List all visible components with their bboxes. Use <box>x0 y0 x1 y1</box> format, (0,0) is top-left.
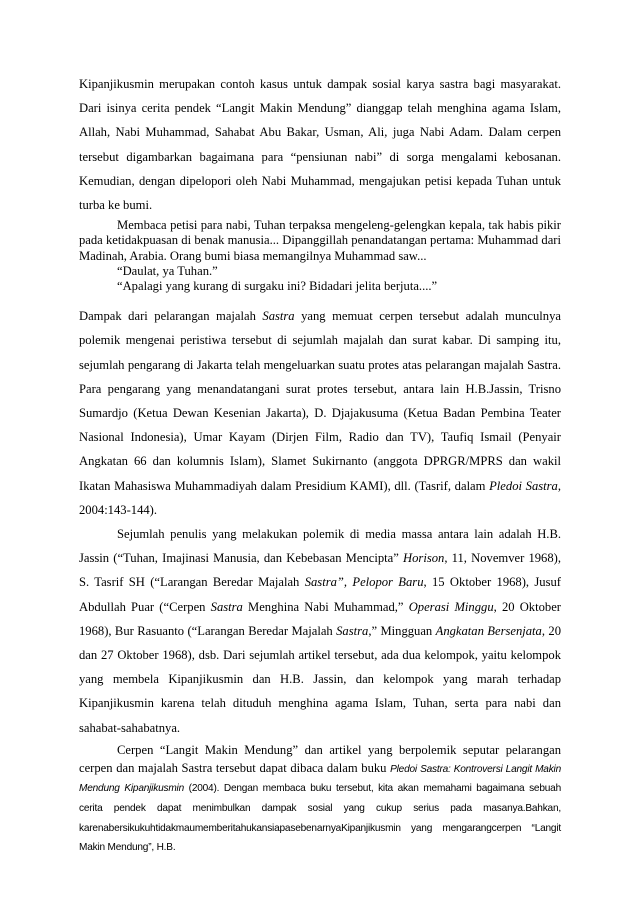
quote-line-2: “Apalagi yang kurang di surgaku ini? Bidadari jelita berjuta....” <box>117 279 438 294</box>
italic-text: Pledoi Sastra <box>489 478 558 493</box>
italic-text: Angkatan Bersenjata <box>435 623 542 638</box>
paragraph-quote-intro <box>79 218 561 264</box>
paragraph-impact: Dampak dari pelarangan majalah Sastra yang memuat cerpen tersebut adalah munculnya polemik mengenai peristiwa tersebut di sejumlah majalah dan surat kabar. Di samping itu, sejumlah pengarang di Jakarta telah mengeluarkan suatu protes atas pelarangan majalah Sastra. Para pengarang yang menandatangani surat protes tersebut, antara lain H.B.Jassin, Trisno Sumardjo (Ketua Dewan Kesenian Jakarta), D. Djajakusuma (Ketua Badan Pembina Teater Nasional Indonesia), Umar Kayam (Dirjen Film, Radio dan TV), Taufiq Ismail (Penyair Angkatan 66 dan kolumnis Islam), Slamet Sukirnanto (anggota DPRGR/MPRS dan wakil Ikatan Mahasiswa Muhammadiyah dalam Presidium KAMI), dll. (Tasrif, dalam Pledoi Sastra, 2004:143-144). <box>79 309 561 517</box>
quote-line-1: “Daulat, ya Tuhan.” <box>117 263 218 278</box>
document-body <box>79 72 561 857</box>
italic-text: Operasi Minggu <box>408 599 494 614</box>
italic-text: Sastra <box>210 599 243 614</box>
paragraph-pledoi-sastra: Cerpen “Langit Makin Mendung” dan artikel yang berpolemik seputar pelarangan cerpen dan majalah Sastra tersebut dapat dibaca dalam buku Pledoi Sastra: Kontroversi Langit Makin Mendung Kipanjikusmin (2004). Dengan membaca buku tersebut, kita akan memahami bagaimana sebuah cerita pendek dapat menimbulkan dampak sosial yang cukup serius pada masanya.Bahkan, karenabersikukuhtidakmaumemberitahukansiapasebenarnyaKipanjikusmin yang mengarangcerpen “Langit Makin Mendung”, H.B. <box>79 742 562 854</box>
paragraph-text: Kipanjikusmin merupakan contoh kasus untuk dampak sosial karya sastra bagi masyarakat. Dari isinya cerita pendek “Langit Makin Mendung” dianggap telah menghina agama Islam, Allah, Nabi Muhammad, Sahabat Abu Bakar, Usman, Ali, juga Nabi Adam. Dalam cerpen tersebut digambarkan bagaimana para “pensiunan nabi” di sorga mengalami kebosanan. Kemudian, dengan dipelopori oleh Nabi Muhammad, mengajukan petisi kepada Tuhan untuk turba ke bumi. <box>79 77 561 213</box>
paragraph-polemic-writers: Sejumlah penulis yang melakukan polemik di media massa antara lain adalah H.B. Jassin (“Tuhan, Imajinasi Manusia, dan Kebebasan Mencipta” Horison, 11, Novemver 1968), S. Tasrif SH (“Larangan Beredar Majalah Sastra”, Pelopor Baru, 15 Oktober 1968), Jusuf Abdullah Puar (“Cerpen Sastra Menghina Nabi Muhammad,” Operasi Minggu, 20 Oktober 1968), Bur Rasuanto (“Larangan Beredar Majalah Sastra,” Mingguan Angkatan Bersenjata, 20 dan 27 Oktober 1968), dsb. Dari sejumlah artikel tersebut, ada dua kelompok, yaitu kelompok yang membela Kipanjikusmin dan H.B. Jassin, dan kelompok yang marah terhadap Kipanjikusmin karena telah dituduh menghina agama Islam, Tuhan, serta para nabi dan sahabat-sahabatnya. <box>79 527 561 735</box>
paragraph-kipanjikusmin-case <box>79 72 561 217</box>
paragraph-gap <box>79 294 561 304</box>
italic-text: Pledoi Sastra: Kontroversi Langit Makin Mendung Kipanjikusmin <box>79 763 562 795</box>
italic-text: Sastra <box>262 309 295 324</box>
italic-text: Sastra”, Pelopor Baru <box>304 575 424 590</box>
paragraph-text: Membaca petisi para nabi, Tuhan terpaksa mengeleng-gelengkan kepala, tak habis pikir pada ketidakpuasan di benak manusia... Dipanggillah penandatangan pertama: Muhammad dari Madinah, Arabia. Orang bumi biasa memangilnya Muhammad saw... <box>79 218 561 263</box>
italic-text: Horison <box>403 551 445 566</box>
italic-text: Sastra <box>336 623 369 638</box>
